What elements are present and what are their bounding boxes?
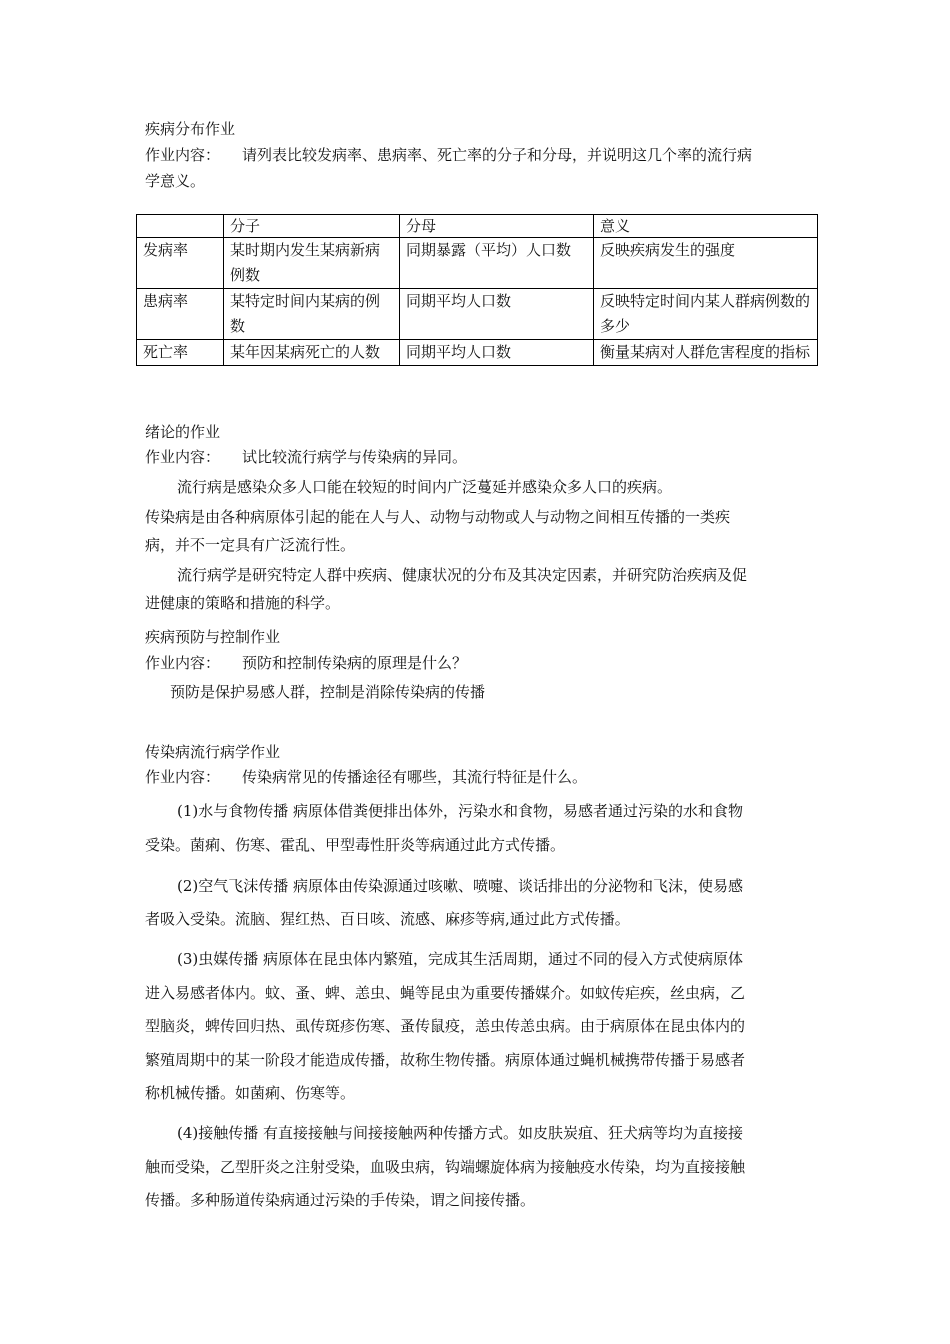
table-header-cell	[137, 215, 224, 238]
list-item-continued: 者吸入受染。流脑、猩红热、百日咳、流感、麻疹等病,通过此方式传播。	[145, 910, 630, 928]
list-item-continued: 传播。多种肠道传染病通过污染的手传染，谓之间接传播。	[145, 1191, 536, 1209]
list-item-continued: 进入易感者体内。蚊、蚤、蜱、恙虫、蝇等昆虫为重要传播媒介。如蚊传疟疾，丝虫病，乙	[145, 984, 746, 1002]
paragraph: 流行病学是研究特定人群中疾病、健康状况的分布及其决定因素，并研究防治疾病及促	[177, 566, 748, 584]
task-prefix: 作业内容：	[145, 448, 221, 466]
list-item-continued: 称机械传播。如菌痢、伤寒等。	[145, 1084, 356, 1102]
task-line	[145, 650, 467, 676]
task-line	[145, 764, 587, 790]
task-prefix: 作业内容：	[145, 768, 221, 786]
table-cell: 某年因某病死亡的人数	[224, 340, 400, 366]
answer-text: 预防是保护易感人群，控制是消除传染病的传播	[170, 683, 486, 701]
list-item: (1)水与食物传播 病原体借粪便排出体外，污染水和食物，易感者通过污染的水和食物	[177, 802, 744, 820]
list-item-continued: 触而受染，乙型肝炎之注射受染，血吸虫病，钩端螺旋体病为接触疫水传染，均为直接接触	[145, 1158, 746, 1176]
paragraph: 传染病是由各种病原体引起的能在人与人、动物与动物或人与动物之间相互传播的一类疾	[145, 508, 731, 526]
section-title-introduction: 绪论的作业	[145, 423, 221, 441]
table-cell: 同期暴露（平均）人口数	[400, 238, 594, 289]
table-cell: 患病率	[137, 289, 224, 340]
table-cell: 死亡率	[137, 340, 224, 366]
table-cell: 同期平均人口数	[400, 340, 594, 366]
task-text: 试比较流行病学与传染病的异同。	[242, 448, 468, 466]
table-cell: 反映疾病发生的强度	[594, 238, 818, 289]
list-item: (4)接触传播 有直接接触与间接接触两种传播方式。如皮肤炭疽、狂犬病等均为直接接	[177, 1124, 744, 1142]
list-item: (2)空气飞沫传播 病原体由传染源通过咳嗽、喷嚏、谈话排出的分泌物和飞沫，使易感	[177, 877, 744, 895]
task-line	[145, 142, 752, 168]
task-prefix: 作业内容：	[145, 654, 221, 672]
list-item-continued: 型脑炎，蜱传回归热、虱传斑疹伤寒、蚤传鼠疫，恙虫传恙虫病。由于病原体在昆虫体内的	[145, 1017, 746, 1035]
rate-comparison-table	[136, 214, 818, 366]
table-header-cell: 分母	[400, 215, 594, 238]
table-header-cell: 分子	[224, 215, 400, 238]
list-item-continued: 繁殖周期中的某一阶段才能造成传播，故称生物传播。病原体通过蝇机械携带传播于易感者	[145, 1051, 746, 1069]
section-title-prevention-control: 疾病预防与控制作业	[145, 628, 281, 646]
table-row	[137, 340, 818, 366]
task-text: 预防和控制传染病的原理是什么？	[242, 654, 468, 672]
task-prefix: 作业内容：	[145, 146, 221, 164]
table-cell: 反映特定时间内某人群病例数的多少	[594, 289, 818, 340]
table-cell: 衡量某病对人群危害程度的指标	[594, 340, 818, 366]
table-row	[137, 238, 818, 289]
table-header-cell: 意义	[594, 215, 818, 238]
paragraph-continued: 病，并不一定具有广泛流行性。	[145, 536, 356, 554]
table-cell: 某特定时间内某病的例数	[224, 289, 400, 340]
section-title-infectious-epidemiology: 传染病流行病学作业	[145, 743, 281, 761]
task-text-continued: 学意义。	[145, 172, 206, 190]
table-header-row	[137, 215, 818, 238]
task-text: 传染病常见的传播途径有哪些，其流行特征是什么。	[242, 768, 588, 786]
table-cell: 某时期内发生某病新病例数	[224, 238, 400, 289]
paragraph: 流行病是感染众多人口能在较短的时间内广泛蔓延并感染众多人口的疾病。	[177, 478, 673, 496]
table-cell: 同期平均人口数	[400, 289, 594, 340]
table-cell: 发病率	[137, 238, 224, 289]
task-text: 请列表比较发病率、患病率、死亡率的分子和分母，并说明这几个率的流行病	[242, 146, 753, 164]
paragraph-continued: 进健康的策略和措施的科学。	[145, 594, 341, 612]
list-item: (3)虫媒传播 病原体在昆虫体内繁殖，完成其生活周期，通过不同的侵入方式使病原体	[177, 950, 744, 968]
section-title-disease-distribution: 疾病分布作业	[145, 120, 236, 138]
table-row	[137, 289, 818, 340]
task-line	[145, 444, 467, 470]
list-item-continued: 受染。菌痢、伤寒、霍乱、甲型毒性肝炎等病通过此方式传播。	[145, 836, 566, 854]
